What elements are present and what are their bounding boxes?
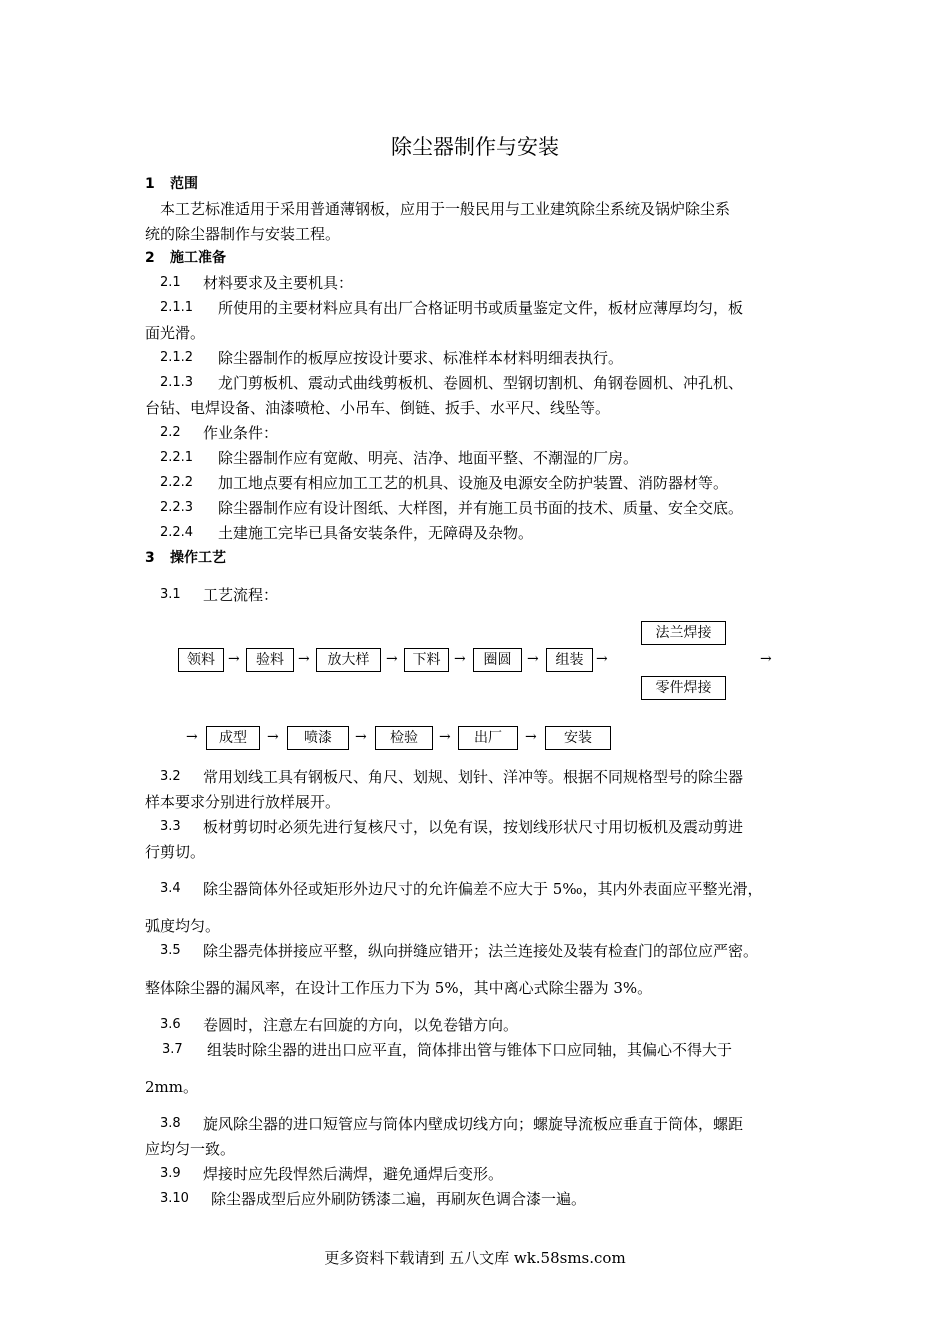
- item-3-6-text: 卷圆时，注意左右回旋的方向，以免卷错方向。: [203, 1016, 519, 1034]
- item-2-2-1-number: 2.2.1: [160, 450, 194, 465]
- flow-box-zuzhuang: 组装: [546, 648, 593, 672]
- flow-arrow-12: →: [525, 729, 537, 745]
- section-1-paragraph-line1: 本工艺标准适用于采用普通薄钢板，应用于一般民用与工业建筑除尘系统及锅炉除尘系: [160, 200, 731, 218]
- flow-arrow-1: →: [228, 651, 240, 667]
- item-2-2-3-number: 2.2.3: [160, 500, 194, 515]
- item-3-7-number: 3.7: [162, 1042, 183, 1057]
- item-3-4-text-line1: 除尘器筒体外径或矩形外边尺寸的允许偏差不应大于 5‰，其内外表面应平整光滑，: [203, 880, 763, 898]
- flow-arrow-10: →: [355, 729, 367, 745]
- item-2-1-1-text-line2: 面光滑。: [145, 324, 206, 342]
- item-3-4-number: 3.4: [160, 881, 181, 896]
- section-2-heading: 施工准备: [170, 250, 226, 266]
- item-2-2-3-text: 除尘器制作应有设计图纸、大样图，并有施工员书面的技术、质量、安全交底。: [218, 499, 744, 517]
- item-2-2-text: 作业条件：: [203, 424, 279, 442]
- item-2-1-1-text-line1: 所使用的主要材料应具有出厂合格证明书或质量鉴定文件，板材应薄厚均匀，板: [218, 299, 744, 317]
- item-3-2-text-line2: 样本要求分别进行放样展开。: [145, 793, 341, 811]
- flow-box-falan-hanjie: 法兰焊接: [641, 621, 726, 645]
- flow-arrow-3: →: [386, 651, 398, 667]
- item-3-1-number: 3.1: [160, 587, 181, 602]
- item-2-1-3-text-line1: 龙门剪板机、震动式曲线剪板机、卷圆机、型钢切割机、角钢卷圆机、冲孔机、: [218, 374, 744, 392]
- item-3-8-text-line1: 旋风除尘器的进口短管应与筒体内壁成切线方向；螺旋导流板应垂直于筒体，螺距: [203, 1115, 744, 1133]
- flow-box-quanyuan: 圈圆: [473, 648, 522, 672]
- flow-arrow-11: →: [439, 729, 451, 745]
- item-2-2-number: 2.2: [160, 425, 181, 440]
- section-2-number: 2: [145, 250, 155, 266]
- section-1-heading: 范围: [170, 176, 198, 192]
- item-2-1-2-number: 2.1.2: [160, 350, 194, 365]
- item-3-7-text-line2: 2mm。: [145, 1078, 198, 1096]
- flow-arrow-5: →: [527, 651, 539, 667]
- item-2-2-2-text: 加工地点要有相应加工工艺的机具、设施及电源安全防护装置、消防器材等。: [218, 474, 729, 492]
- item-2-1-3-text-line2: 台钻、电焊设备、油漆喷枪、小吊车、倒链、扳手、水平尺、线坠等。: [145, 399, 611, 417]
- item-3-6-number: 3.6: [160, 1017, 181, 1032]
- item-3-5-number: 3.5: [160, 943, 181, 958]
- flow-box-chengxing: 成型: [206, 726, 260, 750]
- item-3-7-text-line1: 组装时除尘器的进出口应平直，筒体排出管与锥体下口应同轴，其偏心不得大于: [207, 1041, 733, 1059]
- flow-arrow-2: →: [298, 651, 310, 667]
- item-2-2-4-text: 土建施工完毕已具备安装条件，无障碍及杂物。: [218, 524, 534, 542]
- item-2-2-2-number: 2.2.2: [160, 475, 194, 490]
- item-3-9-text: 焊接时应先段悍然后满焊，避免通焊后变形。: [203, 1165, 504, 1183]
- item-3-10-text: 除尘器成型后应外刷防锈漆二遍，再刷灰色调合漆一遍。: [211, 1190, 587, 1208]
- item-2-1-text: 材料要求及主要机具：: [203, 274, 354, 292]
- flow-box-fangdayang: 放大样: [316, 648, 381, 672]
- flow-box-jianyan: 检验: [375, 726, 433, 750]
- item-3-3-text-line1: 板材剪切时必须先进行复核尺寸，以免有误，按划线形状尺寸用切板机及震动剪进: [203, 818, 744, 836]
- page-title: 除尘器制作与安装: [391, 135, 559, 159]
- item-3-3-text-line2: 行剪切。: [145, 843, 206, 861]
- item-3-8-number: 3.8: [160, 1116, 181, 1131]
- item-3-2-number: 3.2: [160, 769, 181, 784]
- flow-arrow-7: →: [760, 651, 772, 667]
- footer-link-text[interactable]: 更多资料下载请到 五八文库 wk.58sms.com: [324, 1249, 626, 1267]
- section-3-heading: 操作工艺: [170, 550, 226, 566]
- flow-arrow-6: →: [596, 651, 608, 667]
- item-3-1-text: 工艺流程：: [203, 586, 279, 604]
- item-3-5-text-line1: 除尘器壳体拼接应平整，纵向拼缝应错开；法兰连接处及装有检查门的部位应严密。: [203, 942, 759, 960]
- item-2-1-1-number: 2.1.1: [160, 300, 194, 315]
- flow-arrow-8: →: [186, 729, 198, 745]
- flow-box-yanliao: 验料: [246, 648, 294, 672]
- flow-box-xialiao: 下料: [404, 648, 449, 672]
- item-3-5-text-line2: 整体除尘器的漏风率，在设计工作压力下为 5%，其中离心式除尘器为 3%。: [145, 979, 653, 997]
- item-2-2-1-text: 除尘器制作应有宽敞、明亮、洁净、地面平整、不潮湿的厂房。: [218, 449, 639, 467]
- section-1-paragraph-line2: 统的除尘器制作与安装工程。: [145, 225, 341, 243]
- item-2-1-2-text: 除尘器制作的板厚应按设计要求、标准样本材料明细表执行。: [218, 349, 624, 367]
- item-3-2-text-line1: 常用划线工具有钢板尺、角尺、划规、划针、洋冲等。根据不同规格型号的除尘器: [203, 768, 744, 786]
- flow-box-anzhuang: 安装: [545, 726, 611, 750]
- item-3-8-text-line2: 应均匀一致。: [145, 1140, 236, 1158]
- item-3-4-text-line2: 弧度均匀。: [145, 917, 221, 935]
- flow-box-chuchang: 出厂: [458, 726, 518, 750]
- flow-arrow-4: →: [454, 651, 466, 667]
- flow-arrow-9: →: [267, 729, 279, 745]
- item-2-1-3-number: 2.1.3: [160, 375, 194, 390]
- item-2-2-4-number: 2.2.4: [160, 525, 194, 540]
- item-2-1-number: 2.1: [160, 275, 181, 290]
- flow-box-lingjian-hanjie: 零件焊接: [641, 676, 726, 700]
- item-3-3-number: 3.3: [160, 819, 181, 834]
- section-3-number: 3: [145, 550, 155, 566]
- item-3-9-number: 3.9: [160, 1166, 181, 1181]
- flow-box-penqi: 喷漆: [287, 726, 349, 750]
- section-1-number: 1: [145, 176, 155, 192]
- item-3-10-number: 3.10: [160, 1191, 189, 1206]
- flow-box-lingliao: 领料: [178, 648, 224, 672]
